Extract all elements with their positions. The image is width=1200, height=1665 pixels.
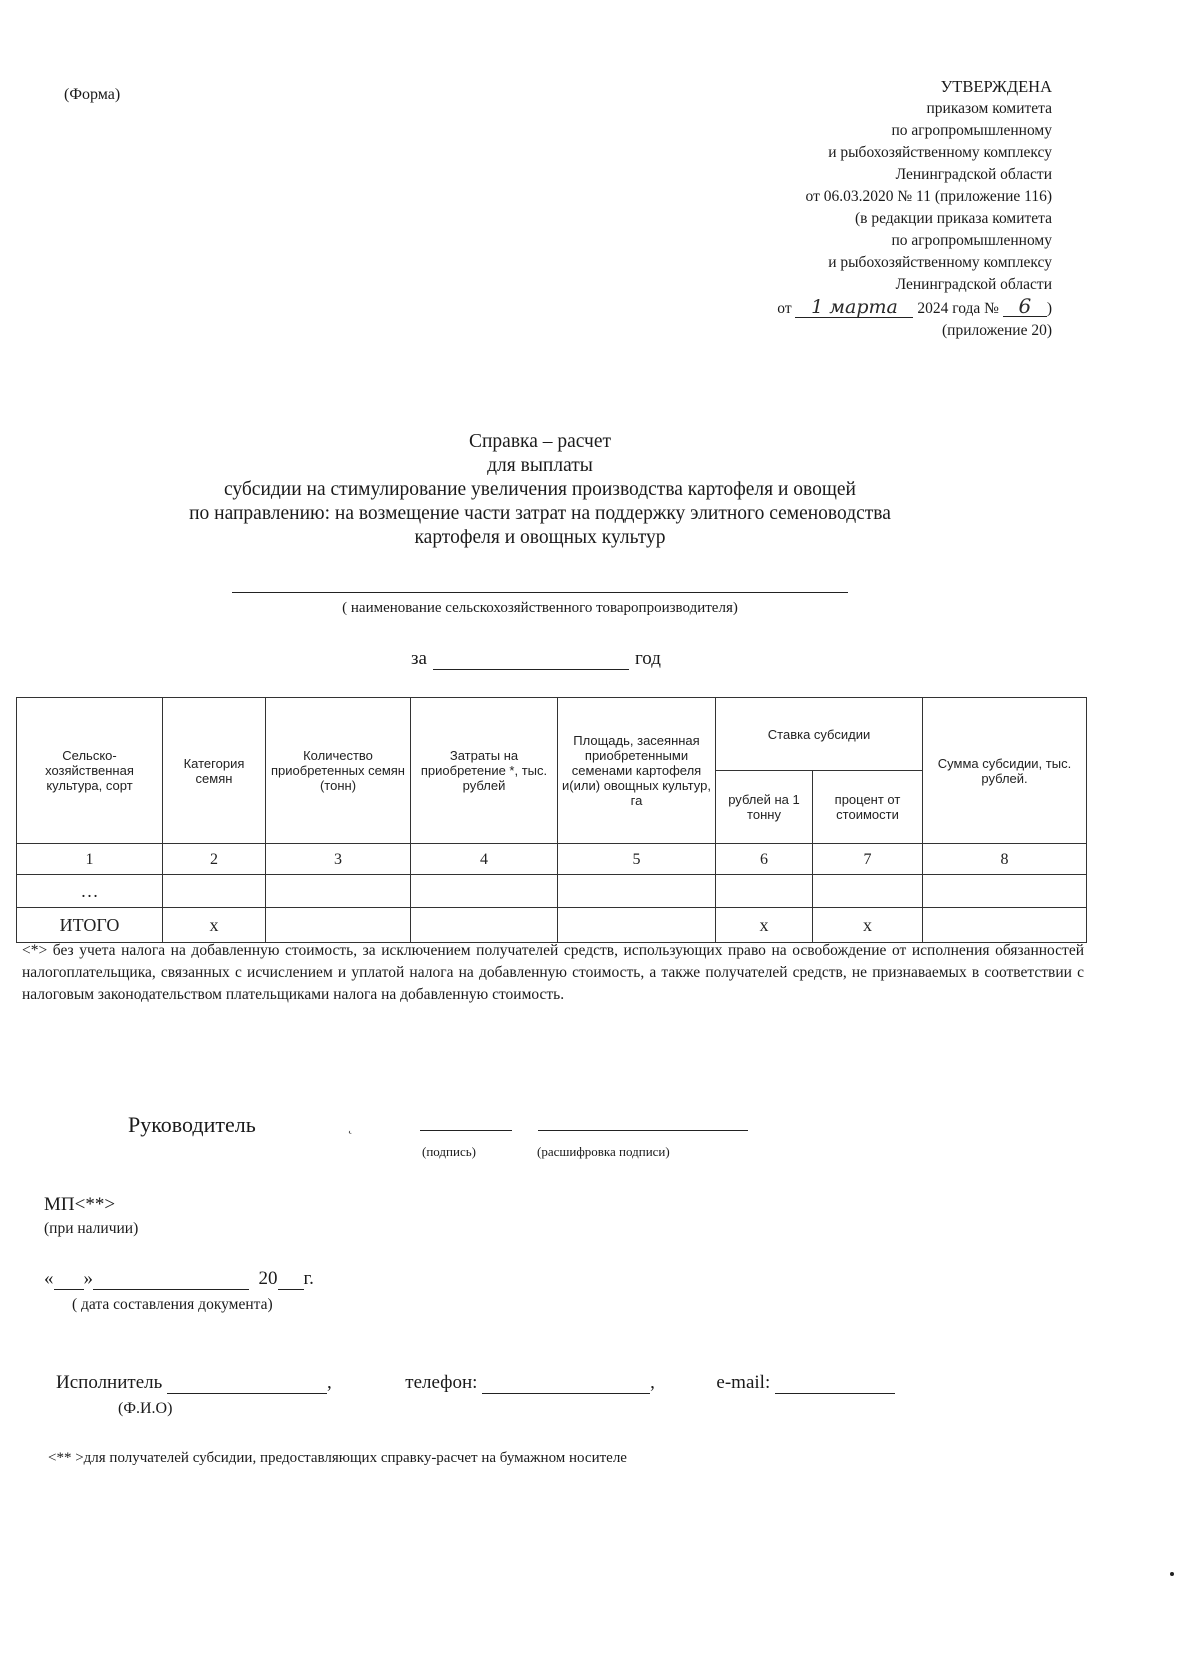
document-date-caption: ( дата составления документа) bbox=[72, 1296, 273, 1313]
approval-from-word: от bbox=[777, 300, 792, 317]
column-number: 2 bbox=[163, 844, 266, 875]
phone-blank bbox=[482, 1377, 650, 1394]
approval-edit-date-row bbox=[777, 296, 1052, 320]
approval-year-text: 2024 года № bbox=[917, 300, 999, 317]
column-number: 8 bbox=[923, 844, 1087, 875]
document-date-row bbox=[44, 1268, 314, 1290]
executor-label: Исполнитель bbox=[56, 1372, 163, 1393]
header-subsidy-rate: Ставка субсидии bbox=[716, 698, 923, 771]
x-mark: х bbox=[163, 908, 266, 943]
year-suffix: год bbox=[634, 648, 661, 669]
handwritten-date: 1 марта bbox=[795, 297, 913, 318]
year-prefix: за bbox=[411, 648, 427, 669]
email-blank bbox=[775, 1377, 895, 1394]
approval-line: и рыбохозяйственному комплексу bbox=[828, 144, 1052, 161]
stamp-caption: (при наличии) bbox=[44, 1220, 139, 1237]
header-seed-category: Категория семян bbox=[163, 698, 266, 844]
column-number: 6 bbox=[716, 844, 813, 875]
title-line: картофеля и овощных культур bbox=[414, 527, 666, 548]
approval-line: по агропромышленному bbox=[891, 232, 1052, 249]
date-day-blank bbox=[54, 1273, 84, 1290]
date-year-blank bbox=[278, 1273, 304, 1290]
date-century: 20 bbox=[258, 1268, 278, 1289]
x-mark: х bbox=[813, 908, 923, 943]
approval-line: и рыбохозяйственному комплексу bbox=[828, 254, 1052, 271]
producer-name-line bbox=[232, 592, 848, 593]
phone-label: телефон: bbox=[405, 1372, 478, 1393]
table-cell bbox=[411, 875, 558, 908]
executor-row bbox=[56, 1372, 895, 1394]
table-header-row bbox=[17, 698, 1087, 771]
approval-title: УТВЕРЖДЕНА bbox=[940, 77, 1052, 96]
signature-line bbox=[420, 1130, 512, 1131]
date-open-quote: « bbox=[44, 1268, 54, 1289]
executor-comma: , bbox=[327, 1372, 332, 1393]
x-mark: х bbox=[716, 908, 813, 943]
header-rate-per-ton: рублей на 1 тонну bbox=[716, 771, 813, 844]
date-month-blank bbox=[93, 1273, 249, 1290]
table-row-ellipsis bbox=[17, 875, 1087, 908]
executor-name-blank bbox=[167, 1377, 327, 1394]
stray-mark: ˛ bbox=[348, 1120, 353, 1135]
title-line: для выплаты bbox=[487, 455, 593, 476]
date-year-suffix: г. bbox=[303, 1268, 314, 1289]
signature-decoding-line bbox=[538, 1130, 748, 1131]
paper-footnote: <** >для получателей субсидии, предоставляющих справку-расчет на бумажном носителе bbox=[48, 1450, 627, 1466]
table-row-total bbox=[17, 908, 1087, 943]
phone-comma: , bbox=[650, 1372, 655, 1393]
producer-name-caption: ( наименование сельскохозяйственного товаропроизводителя) bbox=[342, 600, 738, 616]
table-cell bbox=[813, 875, 923, 908]
header-seed-quantity: Количество приобретенных семян (тонн) bbox=[266, 698, 411, 844]
year-row bbox=[411, 648, 661, 670]
title-line: по направлению: на возмещение части затрат на поддержку элитного семеноводства bbox=[189, 503, 891, 524]
scan-speck bbox=[1170, 1572, 1174, 1576]
column-number: 7 bbox=[813, 844, 923, 875]
column-number: 4 bbox=[411, 844, 558, 875]
table-row-column-numbers bbox=[17, 844, 1087, 875]
table-cell bbox=[163, 875, 266, 908]
table-cell bbox=[266, 875, 411, 908]
header-crop: Сельско-хозяйственная культура, сорт bbox=[17, 698, 163, 844]
approval-appendix: (приложение 20) bbox=[942, 322, 1052, 339]
approval-line: Ленинградской области bbox=[895, 166, 1052, 183]
title-line: субсидии на стимулирование увеличения производства картофеля и овощей bbox=[223, 479, 856, 500]
approval-closing-paren: ) bbox=[1046, 300, 1052, 317]
table-cell bbox=[923, 875, 1087, 908]
table-cell bbox=[558, 908, 716, 943]
date-close-quote: » bbox=[83, 1268, 93, 1289]
signature-caption: (подпись) bbox=[422, 1144, 476, 1159]
ellipsis-cell: … bbox=[17, 875, 163, 908]
document-title bbox=[60, 430, 1020, 550]
approval-line: (в редакции приказа комитета bbox=[854, 210, 1052, 227]
year-blank bbox=[433, 651, 629, 670]
table-cell bbox=[411, 908, 558, 943]
handwritten-order-number: 6 bbox=[1003, 296, 1047, 317]
executor-caption: (Ф.И.О) bbox=[118, 1400, 173, 1417]
header-rate-percent: процент от стоимости bbox=[813, 771, 923, 844]
signer-role: Руководитель bbox=[128, 1112, 256, 1137]
table-cell bbox=[266, 908, 411, 943]
approval-order-ref: от 06.03.2020 № 11 (приложение 116) bbox=[805, 188, 1052, 205]
vat-footnote: <*> без учета налога на добавленную стоимость, за исключением получателей средств, использующих право на освобождение от исполнения обязанностей налогоплательщика, связанных с исчислением и уплатой налога на добавленную стоимость, а также получателей средств, не признаваемых в соответствии с налоговым законодательством плательщиками налога на добавленную стоимость. bbox=[22, 942, 1084, 1003]
column-number: 5 bbox=[558, 844, 716, 875]
approval-line: по агропромышленному bbox=[891, 122, 1052, 139]
title-line: Справка – расчет bbox=[468, 431, 612, 452]
email-label: e-mail: bbox=[716, 1372, 771, 1393]
stamp-label: МП<**> bbox=[44, 1194, 116, 1215]
table-cell bbox=[923, 908, 1087, 943]
form-label: (Форма) bbox=[64, 86, 121, 103]
approval-line: приказом комитета bbox=[926, 100, 1052, 117]
approval-line: Ленинградской области bbox=[895, 276, 1052, 293]
header-costs: Затраты на приобретение *, тыс. рублей bbox=[411, 698, 558, 844]
calculation-table bbox=[16, 697, 1087, 943]
header-sown-area: Площадь, засеянная приобретенными семенами картофеля и(или) овощных культур, га bbox=[558, 698, 716, 844]
header-subsidy-sum: Сумма субсидии, тыс. рублей. bbox=[923, 698, 1087, 844]
table-cell bbox=[558, 875, 716, 908]
approval-block bbox=[777, 76, 1052, 342]
signature-decoding-caption: (расшифровка подписи) bbox=[537, 1144, 670, 1159]
total-label: ИТОГО bbox=[17, 908, 163, 943]
column-number: 3 bbox=[266, 844, 411, 875]
column-number: 1 bbox=[17, 844, 163, 875]
table-cell bbox=[716, 875, 813, 908]
